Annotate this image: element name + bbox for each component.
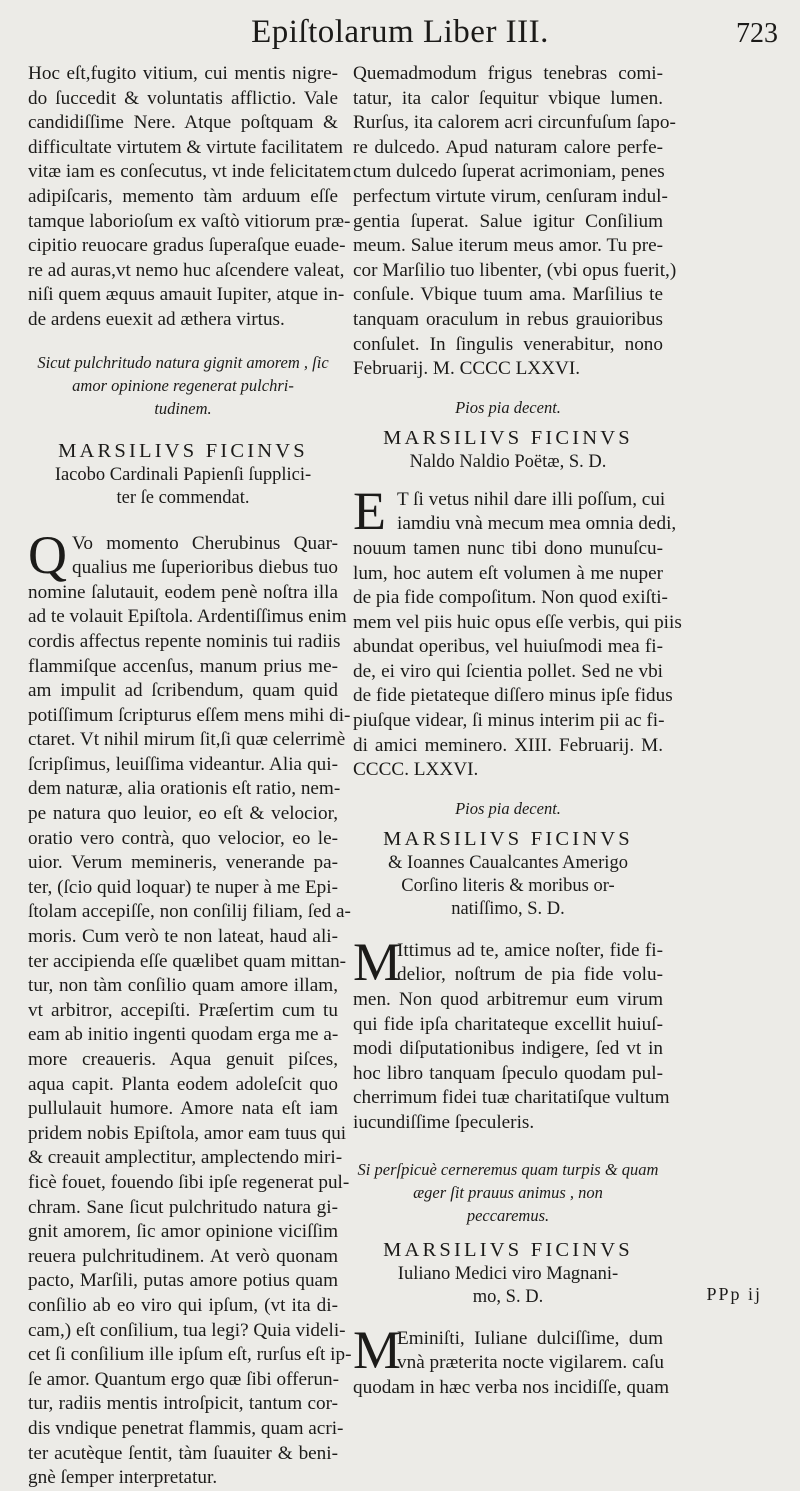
right-opening-paragraph bbox=[353, 62, 677, 382]
text-line: dem naturæ, alia orationis eſt ratio, nem- bbox=[28, 778, 341, 800]
text-line: reuera pulchritudinem. At verò quonam bbox=[28, 1245, 338, 1267]
text-line: quodam in hæc verba nos incidiſſe, quam bbox=[353, 1376, 669, 1398]
letter-address: Corſino literis & moribus or- bbox=[401, 875, 615, 896]
motto-line: tudinem. bbox=[154, 398, 212, 418]
motto-line: Sicut pulchritudo natura gignit amorem , ſic bbox=[37, 352, 329, 372]
text-line: Quemadmodum frigus tenebras comi- bbox=[353, 63, 663, 84]
text-line: di amici meminero. XIII. Februarij. M. bbox=[353, 734, 663, 756]
letter-body bbox=[353, 931, 670, 1136]
text-line: aqua capit. Planta eodem adoleſcit quo bbox=[28, 1073, 338, 1095]
text-line: nouum tamen nunc tibi dono munuſcu- bbox=[353, 537, 663, 559]
text-line: ſcripſimus, leuiſſima videantur. Alia qui- bbox=[28, 753, 338, 775]
text-line: de ardens euexit ad æthera virtus. bbox=[28, 308, 285, 330]
motto bbox=[28, 351, 338, 420]
text-line: & creauit amplectitur, amplectendo miri- bbox=[28, 1147, 343, 1169]
text-line: conſule. Vbique tuum ama. Marſilius te bbox=[353, 284, 663, 306]
text-line: ad te volauit Epiſtola. Ardentiſſimus enim bbox=[28, 606, 347, 628]
text-line: vnà præterita nocte vigilarem. caſu bbox=[397, 1352, 664, 1374]
text-line: niſi quem æquus amauit Iupiter, atque in- bbox=[28, 284, 345, 306]
letter-address: natiſſimo, S. D. bbox=[451, 898, 565, 919]
motto-line: Si perſpicuè cerneremus quam turpis & quam bbox=[357, 1159, 659, 1179]
text-line: meum. Salue iterum meus amor. Tu pre- bbox=[353, 235, 663, 257]
drop-cap: Q bbox=[28, 524, 67, 585]
text-line: flammiſque accenſus, manum prius me- bbox=[28, 655, 338, 677]
text-line: modi diſputationibus indigere, ſed vt in bbox=[353, 1038, 663, 1060]
text-line: am impulit ad ſcribendum, quam quid bbox=[28, 680, 338, 702]
text-line: ter, (ſcio quid loquar) te nuper à me Epi- bbox=[28, 876, 338, 898]
signature-mark: PPp ij bbox=[706, 1284, 762, 1304]
text-line: cam,) eſt conſilium, tua legi? Quia videli- bbox=[28, 1319, 346, 1341]
left-opening-paragraph bbox=[28, 62, 352, 333]
text-line: men. Non quod arbitremur eum virum bbox=[353, 989, 663, 1011]
text-line: do ſuccedit & voluntatis afflictio. Vale bbox=[28, 87, 338, 109]
text-line: potiſſimum ſcripturus eſſem mens mihi di- bbox=[28, 704, 351, 726]
text-line: de pia fide compoſitum. Non quod exiſti- bbox=[353, 587, 668, 609]
text-line: cet ſi conſilium ille ipſum eſt, rurſus eſt ip- bbox=[28, 1344, 352, 1366]
text-line: ſtolam accepiſſe, non conſilij filiam, ſed a- bbox=[28, 901, 351, 923]
letter-heading: MARSILIVS FICINVS bbox=[383, 1238, 633, 1261]
drop-cap: M bbox=[353, 1319, 402, 1380]
page-number: 723 bbox=[736, 18, 778, 49]
text-line: ctum dulcedo ſuperat acrimoniam, penes bbox=[353, 161, 665, 183]
text-line: hoc libro tanquam ſpeculo quodam pul- bbox=[353, 1062, 663, 1084]
letter-address: ter ſe commendat. bbox=[116, 487, 250, 508]
text-line: cipitio reuocare gradus ſuperaſque euade- bbox=[28, 235, 346, 257]
text-line: more creaueris. Aqua genuit piſces, bbox=[28, 1049, 338, 1070]
text-line: Ittimus ad te, amice noſter, fide fi- bbox=[397, 939, 663, 961]
text-line: pe natura quo leuior, eo eſt & velocior, bbox=[28, 803, 338, 825]
motto: Pios pia decent. bbox=[455, 798, 561, 818]
letter-body bbox=[353, 1319, 669, 1401]
text-line: Vo momento Cherubinus Quar- bbox=[72, 532, 338, 554]
text-line: nomine ſalutauit, eodem penè noſtra illa bbox=[28, 581, 338, 603]
text-line: iucundiſſime ſpeculeris. bbox=[353, 1112, 535, 1133]
motto-line: æger ſit prauus animus , non bbox=[413, 1182, 603, 1202]
right-column bbox=[353, 62, 682, 1400]
motto bbox=[353, 1158, 663, 1227]
text-line: lum, hoc autem eſt volumen à me nuper bbox=[353, 562, 663, 584]
text-line: ter accipienda eſſe quælibet quam mittan- bbox=[28, 950, 347, 972]
text-line: chram. Sane ſicut pulchritudo natura gi- bbox=[28, 1196, 338, 1218]
text-line: conſilio ab eo viro qui ipſum, (vt ita di- bbox=[28, 1294, 338, 1316]
text-line: cordis affectus repente nominis tui radiis bbox=[28, 630, 341, 652]
text-line: piuſque videar, ſi minus interim pii ac fi- bbox=[353, 710, 665, 732]
text-line: ter acutèque ſentit, tàm ſuauiter & beni- bbox=[28, 1442, 338, 1464]
text-line: pridem nobis Epiſtola, amor eam tuus qui bbox=[28, 1122, 347, 1144]
text-line: ſe amor. Quantum ergo quæ ſibi offerun- bbox=[28, 1368, 340, 1390]
text-line: re dulcedo. Apud naturam calore perfe- bbox=[353, 136, 663, 158]
text-line: difficultate virtutem & virtute facilitatem bbox=[28, 136, 344, 158]
motto: Pios pia decent. bbox=[455, 397, 561, 417]
text-line: Februarij. M. CCCC LXXVI. bbox=[353, 358, 581, 380]
text-line: adipiſcaris, memento tàm arduum eſſe bbox=[28, 185, 338, 207]
text-line: delior, noſtrum de pia fide volu- bbox=[397, 964, 663, 986]
letter-address: Naldo Naldio Poëtæ, S. D. bbox=[409, 451, 607, 472]
text-line: gnè ſemper interpretatur. bbox=[28, 1467, 218, 1489]
motto-line: amor opinione regenerat pulchri- bbox=[72, 375, 294, 395]
running-header bbox=[0, 14, 800, 64]
text-line: Hoc eſt,fugito vitium, cui mentis nigre- bbox=[28, 63, 338, 84]
text-line: qui fide ipſa charitateque excellit huiuſ- bbox=[353, 1013, 663, 1035]
text-line: candidiſſime Nere. Atque poſtquam & bbox=[28, 112, 338, 134]
text-line: tatur, ita calor ſequitur vbique lumen. bbox=[353, 87, 663, 109]
motto-line: peccaremus. bbox=[466, 1205, 550, 1225]
letter-body bbox=[353, 480, 682, 783]
text-line: tur, radiis mentis introſpicit, tantum cor- bbox=[28, 1393, 338, 1415]
text-line: re ad auras,vt nemo huc aſcendere valeat, bbox=[28, 259, 345, 281]
drop-cap: E bbox=[353, 480, 386, 541]
letter-heading: MARSILIVS FICINVS bbox=[383, 827, 633, 850]
letter-address: mo, S. D. bbox=[472, 1286, 544, 1307]
text-line: dis vndique penetrat flammis, quam acri- bbox=[28, 1417, 344, 1439]
text-line: vt arbitror, accepiſti. Præſertim cum tu bbox=[28, 999, 338, 1021]
text-line: tur, non tàm conſilio quam amore illam, bbox=[28, 975, 338, 997]
letter-heading: MARSILIVS FICINVS bbox=[383, 426, 633, 449]
text-line: gentia ſuperat. Salue igitur Conſilium bbox=[353, 210, 663, 232]
text-line: tamque laborioſum ex vaſtò vitiorum præ- bbox=[28, 210, 351, 232]
text-line: ctaret. Vt nihil mirum ſit,ſi quæ celerrimè bbox=[28, 729, 346, 751]
text-line: mem vel piis huic opus eſſe verbis, qui piis bbox=[353, 611, 682, 633]
text-line: de, ei viro qui ſcientia pollet. Sed ne vbi bbox=[353, 660, 663, 682]
text-line: vitæ iam es conſecutus, vt inde felicitatem bbox=[28, 161, 352, 183]
text-line: pullulauit humore. Amore nata eſt iam bbox=[28, 1098, 338, 1120]
text-line: abundat operibus, vel huiuſmodi mea fi- bbox=[353, 636, 663, 658]
text-line: de fide pietateque diſſero minus ipſe fidus bbox=[353, 685, 673, 707]
text-line: pacto, Marſili, putas amore potius quam bbox=[28, 1270, 338, 1292]
text-line: eam ab initio ingenti quodam erga me a- bbox=[28, 1024, 339, 1046]
text-line: Eminiſti, Iuliane dulciſſime, dum bbox=[397, 1327, 663, 1349]
letter-address: & Ioannes Caualcantes Amerigo bbox=[388, 852, 628, 873]
drop-cap: M bbox=[353, 931, 402, 992]
text-line: ficè fouet, fouendo ſibi ipſe regenerat pul- bbox=[28, 1171, 350, 1193]
text-line: cherrimum fidei tuæ charitatiſque vultum bbox=[353, 1087, 670, 1109]
letter-heading: MARSILIVS FICINVS bbox=[58, 439, 308, 462]
text-line: iamdiu vnà mecum mea omnia dedi, bbox=[397, 513, 677, 535]
text-line: oratio vero contrà, quo velocior, eo le- bbox=[28, 827, 338, 849]
letter-address: Iuliano Medici viro Magnani- bbox=[397, 1263, 619, 1284]
text-line: CCCC. LXXVI. bbox=[353, 759, 479, 781]
text-line: qualius me ſuperioribus diebus tuo bbox=[72, 557, 338, 579]
running-title: Epiſtolarum Liber III. bbox=[251, 14, 549, 50]
letter-body bbox=[28, 524, 352, 1491]
text-line: tanquam oraculum in rebus grauioribus bbox=[353, 308, 663, 330]
left-column bbox=[28, 62, 352, 1491]
text-line: moris. Cum verò te non lateat, haud ali- bbox=[28, 926, 338, 948]
text-line: perfectum virtute virum, cenſuram indul- bbox=[353, 185, 668, 207]
text-line: conſulet. In ſingulis venerabitur, nono bbox=[353, 333, 663, 355]
letter-address: Iacobo Cardinali Papienſi ſupplici- bbox=[54, 464, 312, 485]
text-line: cor Marſilio tuo libenter, (vbi opus fuerit,) bbox=[353, 259, 677, 281]
text-line: uior. Verum memineris, venerande pa- bbox=[28, 852, 338, 874]
text-line: Rurſus, ita calorem acri circunfuſum ſapo- bbox=[353, 112, 676, 134]
text-line: gnit amorem, ſic amor opinione viciſſim bbox=[28, 1221, 338, 1243]
text-line: T ſi vetus nihil dare illi poſſum, cui bbox=[397, 488, 666, 510]
